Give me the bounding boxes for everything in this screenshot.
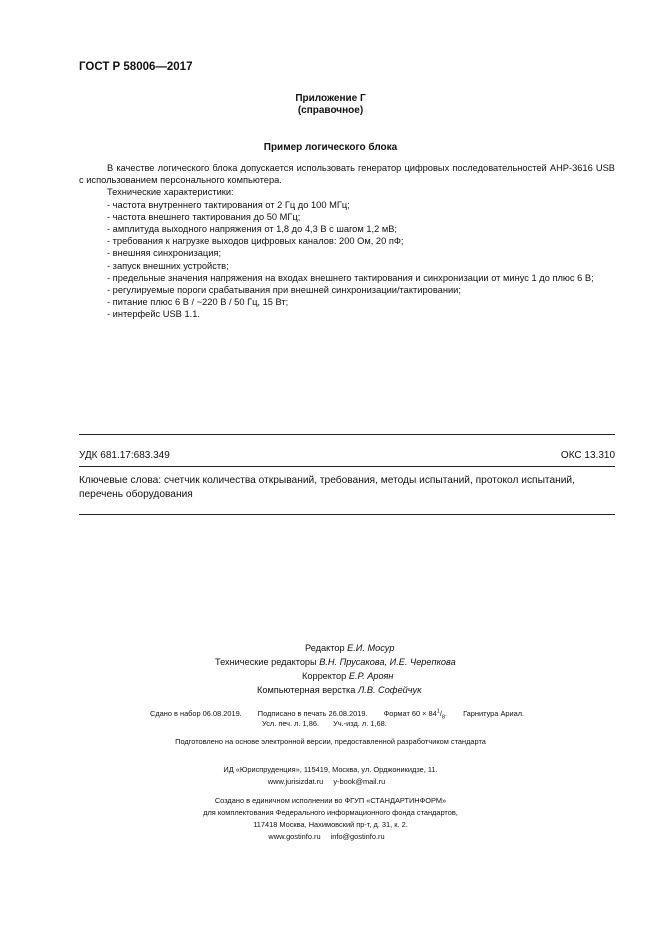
udk-code: УДК 681.17:683.349 bbox=[79, 450, 170, 461]
spec-item: - питание плюс 6 В / ~220 В / 50 Гц, 15 Вт; bbox=[107, 297, 289, 308]
corrector-name: Е.Р. Ароян bbox=[348, 671, 394, 681]
oks-code: ОКС 13.310 bbox=[560, 450, 615, 461]
spec-item: - предельные значения напряжения на входах внешнего тактирования и синхронизации от минус 1 до плюс 6 В; bbox=[107, 272, 594, 283]
publisher-email-link[interactable]: y-book@mail.ru bbox=[333, 777, 386, 786]
divider-top bbox=[79, 434, 615, 435]
appendix-subtitle: (справочное) bbox=[297, 105, 364, 116]
prepared-note: Подготовлено на основе электронной версии, предоставленной разработчиком стандарта bbox=[175, 737, 486, 746]
publisher-address: ИД «Юриспруденция», 115419, Москва, ул. Орджоникидзе, 11. bbox=[223, 765, 438, 774]
editor-label: Редактор bbox=[305, 643, 345, 653]
pub-sheets: Уч.-изд. л. 1,68. bbox=[333, 719, 387, 728]
created-line-2: для комплектования Федерального информационного фонда стандартов, bbox=[203, 808, 458, 817]
spec-item: - интерфейс USB 1.1. bbox=[107, 309, 200, 320]
corrector-line bbox=[0, 669, 661, 683]
layout-line bbox=[0, 683, 661, 697]
layout-name: Л.В. Софейчук bbox=[357, 685, 422, 695]
gostinfo-site-link[interactable]: www.gostinfo.ru bbox=[268, 832, 321, 841]
spec-item: - регулируемые пороги срабатывания при внешней синхронизации/тактировании; bbox=[107, 285, 461, 296]
editors-block bbox=[0, 641, 661, 697]
sheets-line bbox=[262, 718, 399, 730]
publisher-block bbox=[0, 764, 661, 788]
gostinfo-email-link[interactable]: info@gostinfo.ru bbox=[330, 832, 385, 841]
spec-item: - внешняя синхронизация; bbox=[107, 248, 222, 259]
tech-editors-label: Технические редакторы bbox=[215, 657, 317, 667]
keywords: Ключевые слова: счетчик количества открываний, требования, методы испытаний, протокол испытаний, перечень оборудования bbox=[79, 475, 575, 500]
created-line-3: 117418 Москва, Нахимовский пр-т, д. 31, к. 2. bbox=[253, 820, 408, 829]
font-info: Гарнитура Ариал. bbox=[463, 709, 525, 719]
signed-date: Подписано в печать 26.08.2019. bbox=[257, 709, 368, 719]
corrector-label: Корректор bbox=[302, 671, 347, 681]
spec-item: - частота внутреннего тактирования от 2 Гц до 100 МГц; bbox=[107, 199, 350, 210]
divider-bottom bbox=[79, 514, 615, 515]
appendix-heading bbox=[0, 93, 661, 117]
print-sheets: Усл. печ. л. 1,86. bbox=[262, 719, 319, 728]
section-title: Пример логического блока bbox=[263, 142, 398, 153]
layout-label: Компьютерная верстка bbox=[257, 685, 356, 695]
body-text bbox=[79, 162, 615, 321]
spec-item: - частота внешнего тактирования до 50 МГц; bbox=[107, 211, 301, 222]
specs-title: Технические характеристики: bbox=[107, 187, 234, 198]
spec-item: - требования к нагрузке выходов цифровых каналов: 200 Ом, 20 пФ; bbox=[107, 236, 404, 247]
standard-header: ГОСТ Р 58006—2017 bbox=[79, 61, 193, 73]
appendix-title: Приложение Г bbox=[295, 93, 366, 104]
tech-editors-names: В.Н. Прусакова, И.Е. Черепкова bbox=[319, 657, 456, 667]
publisher-site-link[interactable]: www.jurisizdat.ru bbox=[267, 777, 324, 786]
divider-middle bbox=[79, 466, 615, 467]
editor-line bbox=[0, 641, 661, 655]
submitted-date: Сдано в набор 06.08.2019. bbox=[150, 709, 242, 719]
tech-editors-line bbox=[0, 655, 661, 669]
intro-paragraph: В качестве логического блока допускается использовать генератор цифровых последовательностей АНР-3616 USB с использованием персонального компьютера. bbox=[79, 163, 615, 186]
spec-item: - запуск внешних устройств; bbox=[107, 260, 229, 271]
format-info: Формат $60 \times 84^1/_8$. bbox=[383, 709, 448, 721]
creator-block bbox=[0, 795, 661, 843]
editor-name: Е.И. Мосур bbox=[347, 643, 395, 653]
spec-item: - амплитуда выходного напряжения от 1,8 до 4,3 В с шагом 1,2 мВ; bbox=[107, 224, 398, 235]
created-line-1: Создано в единичном исполнении во ФГУП «СТАНДАРТИНФОРМ» bbox=[214, 796, 447, 805]
